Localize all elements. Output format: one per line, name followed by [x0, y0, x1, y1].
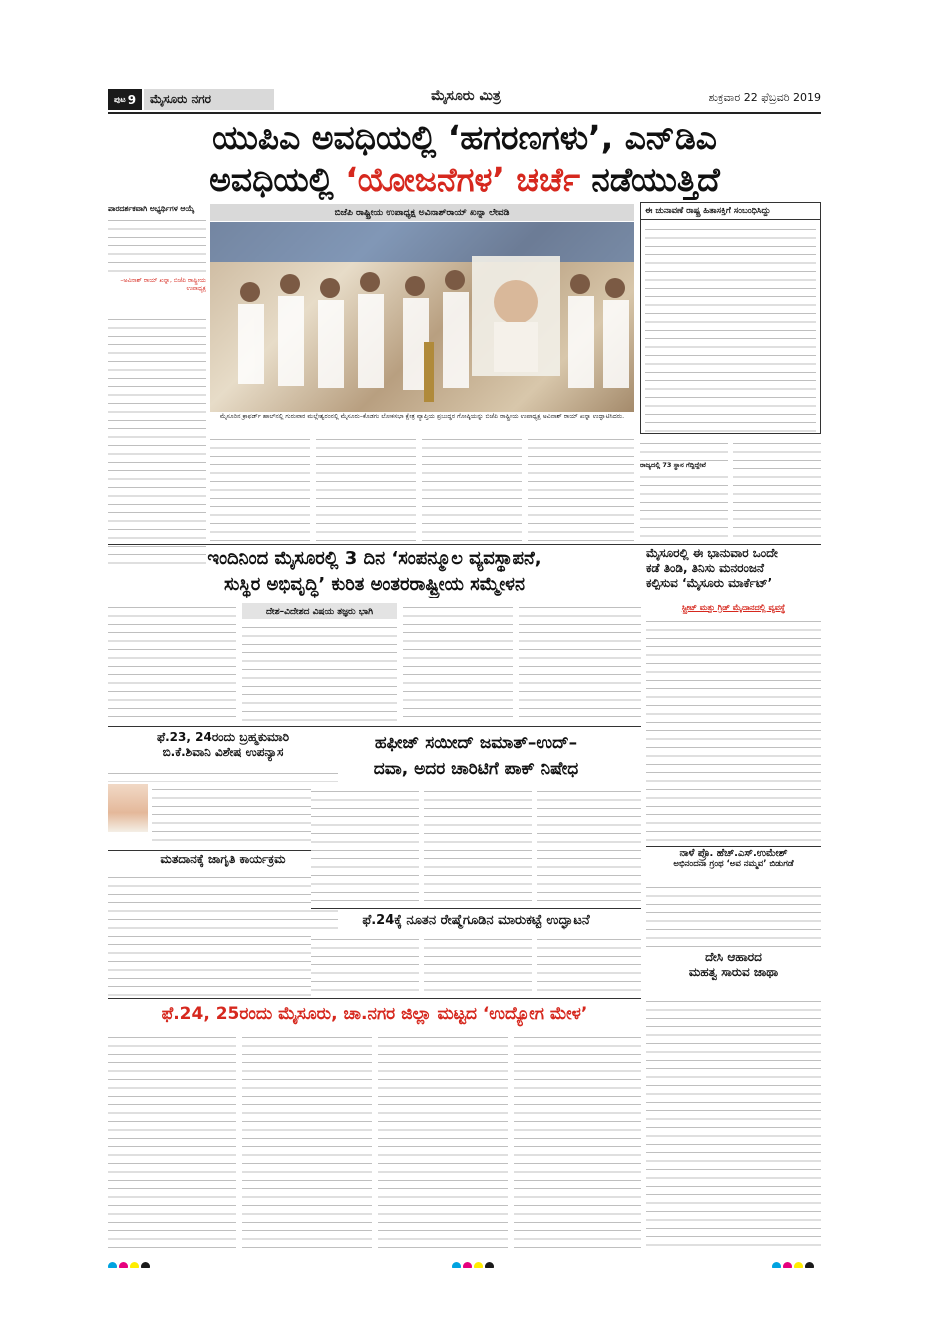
section-rule-1 [108, 544, 821, 545]
registration-marks-left [108, 1256, 168, 1268]
lead-headline-line2 [108, 158, 821, 202]
election-box-title: ಈ ಚುನಾವಣೆ ರಾಷ್ಟ್ರ ಹಿತಾಸಕ್ತಿಗೆ ಸಂಬಂಧಿಸಿದ್ದು [641, 203, 820, 220]
umesh-article-text [646, 882, 821, 950]
market-headline [646, 546, 821, 602]
lead-article-column-2 [210, 434, 310, 542]
election-box [640, 202, 821, 434]
market-article-text [646, 616, 821, 844]
market-headline-line2: ಕಡೆ ತಿಂಡಿ, ತಿನಿಸು ಮನರಂಜನೆ [646, 561, 765, 575]
lead-quote-box [108, 204, 206, 310]
section-rule-6 [108, 998, 641, 999]
brahmakumari-headline-line1: ಫೆ.23, 24ರಂದು ಬ್ರಹ್ಮಕುಮಾರಿ [156, 730, 290, 744]
lead-photo-caption: ಮೈಸೂರಿನ ಕ್ರಾಫರ್ಡ್ ಹಾಲ್‌ನಲ್ಲಿ ಗುರುವಾರ ಮಲ್ಲೇಶ್ವರಂನಲ್ಲಿ ಮೈಸೂರು–ಕೊಡಗು ಲೋಕಸಭಾ ಕ್ಷೇತ್ರ ವ್ಯಾಪ್ತಿಯ ಪ್ರಬುದ್ಧರ ಗೋಷ್ಠಿಯನ್ನು ಬಿಜೆಪಿ ರಾಷ್ಟ್ರೀಯ ಉಪಾಧ್ಯಕ್ಷ ಅವಿನಾಶ್ ರಾಯ್ ಖನ್ನಾ ಉದ್ಘಾಟಿಸಿದರು. [219, 413, 625, 420]
reshme-headline: ಫೆ.24ಕ್ಕೆ ನೂತನ ರೇಷ್ಮೆಗೂಡಿನ ಮಾರುಕಟ್ಟೆ ಉದ್ಘಾಟನೆ [362, 913, 590, 928]
hafiz-headline-line1: ಹಫೀಜ್ ಸಯೀದ್ ಜಮಾತ್–ಉದ್– [374, 733, 578, 753]
udyoga-article-column-2 [242, 1032, 372, 1252]
brahmakumari-headline [108, 730, 338, 766]
masthead: ಮೈಸೂರು ಮಿತ್ರ [431, 88, 501, 104]
cyan-dot [452, 1262, 461, 1268]
umesh-headline-line1: ನಾಳೆ ಪ್ರೊ. ಹೆಚ್.ಎಸ್.ಉಮೇಶ್ [679, 848, 788, 859]
market-headline-line3: ಕಲ್ಪಿಸುವ ‘ಮೈಸೂರು ಮಾರ್ಕೆಟ್’ [646, 576, 773, 590]
market-headline-line1: ಮೈಸೂರಲ್ಲಿ ಈ ಭಾನುವಾರ ಒಂದೇ [646, 546, 778, 560]
udyoga-article-column-1 [108, 1032, 236, 1252]
lead-article-column-1 [108, 314, 206, 564]
section-rule-4 [311, 908, 641, 909]
reshme-article-column-2 [424, 934, 532, 996]
lead-quote-text [108, 215, 206, 277]
conference-banner: ದೇಶ–ವಿದೇಶದ ವಿಷಯ ತಜ್ಞರು ಭಾಗಿ [242, 603, 397, 619]
market-kicker: ಸ್ಟ್ರೀಟ್ ಮತ್ತು ಗ್ರಿಡ್ ಮೈದಾನದಲ್ಲಿ ವ್ಯವಸ್ಥೆ [681, 603, 786, 612]
yellow-dot [794, 1262, 803, 1268]
election-article-column-2 [733, 438, 821, 542]
lead-photo-banner: ಬಿಜೆಪಿ ರಾಷ್ಟ್ರೀಯ ಉಪಾಧ್ಯಕ್ಷ ಅವಿನಾಶ್‌ರಾಯ್ ಖನ್ನಾ ಲೇವಡಿ [210, 204, 634, 221]
hafiz-article-column-1 [311, 786, 419, 906]
desi-headline [646, 950, 821, 994]
election-subhead: ರಾಜ್ಯದಲ್ಲಿ 73 ಸ್ಥಾನ ಗೆದ್ದಿದ್ದೇವೆ [640, 461, 728, 472]
page-label: ಪುಟ [113, 94, 126, 104]
conference-headline-line2: ಸುಸ್ಥಿರ ಅಭಿವೃದ್ಧಿ’ ಕುರಿತ ಅಂತರರಾಷ್ಟ್ರೀಯ ಸಮ್ಮೇಳನ [224, 574, 525, 595]
umesh-headline-line2: ಅಭಿನಂದನಾ ಗ್ರಂಥ ‘ಅವ ನಮ್ಮವ’ ಬಿಡುಗಡೆ [673, 859, 794, 869]
black-dot [141, 1262, 150, 1268]
udyoga-article-column-3 [378, 1032, 508, 1252]
conference-article-column-3 [403, 602, 513, 722]
conference-article-column-2 [242, 622, 397, 722]
lead-headline-line2-start: ಅವಧಿಯಲ್ಲಿ [209, 160, 346, 199]
cyan-dot [108, 1262, 117, 1268]
desi-headline-line2: ಮಹತ್ವ ಸಾರುವ ಜಾಥಾ [688, 965, 779, 979]
section-rule-5 [646, 846, 821, 847]
section-rule-3 [108, 850, 338, 851]
cyan-dot [772, 1262, 781, 1268]
lead-headline-line1: ಯುಪಿಎ ಅವಧಿಯಲ್ಲಿ ‘ಹಗರಣಗಳು’, ಎನ್‌ಡಿಎ [212, 118, 717, 157]
lead-event-photo [210, 222, 634, 412]
yellow-dot [474, 1262, 483, 1268]
magenta-dot [119, 1262, 128, 1268]
awareness-article-text [108, 872, 338, 996]
lead-article-column-4 [422, 434, 522, 542]
black-dot [805, 1262, 814, 1268]
black-dot [485, 1262, 494, 1268]
awareness-headline: ಮತದಾನಕ್ಕೆ ಜಾಗೃತಿ ಕಾರ್ಯಕ್ರಮ [160, 852, 286, 866]
hafiz-article-column-3 [537, 786, 641, 906]
magenta-dot [783, 1262, 792, 1268]
hafiz-headline-line2: ದವಾ, ಅದರ ಚಾರಿಟಿಗೆ ಪಾಕ್ ನಿಷೇಧ [373, 759, 579, 779]
shivani-portrait [108, 784, 148, 832]
dateline: ಶುಕ್ರವಾರ 22 ಫೆಬ್ರವರಿ 2019 [708, 91, 821, 104]
lead-article-column-3 [316, 434, 416, 542]
lead-article-column-5 [528, 434, 634, 542]
lead-headline-line2-end: ನಡೆಯುತ್ತಿದೆ [579, 160, 720, 199]
hafiz-article-column-2 [424, 786, 532, 906]
hafiz-headline [311, 730, 641, 782]
conference-article-column-1 [108, 602, 236, 722]
reshme-article-column-3 [537, 934, 641, 996]
election-box-text [645, 224, 816, 434]
magenta-dot [463, 1262, 472, 1268]
lead-quote-kicker: ಪಾರದರ್ಶಕವಾಗಿ ಅಭ್ಯರ್ಥಿಗಳ ಆಯ್ಕೆ [108, 204, 195, 213]
yellow-dot [130, 1262, 139, 1268]
reshme-article-column-1 [311, 934, 419, 996]
registration-marks-center [452, 1256, 512, 1268]
udyoga-headline: ಫೆ.24, 25ರಂದು ಮೈಸೂರು, ಚಾ.ನಗರ ಜಿಲ್ಲಾ ಮಟ್ಟದ ‘ಉದ್ಯೋಗ ಮೇಳ’ [161, 1004, 588, 1024]
lead-quote-attribution: –ಅವಿನಾಶ್ ರಾಯ್ ಖನ್ನಾ, ಬಿಜೆಪಿ ರಾಷ್ಟ್ರೀಯ ಉಪಾಧ್ಯಕ್ಷ [120, 277, 206, 292]
photo-illustration [210, 222, 634, 412]
umesh-headline [646, 848, 821, 880]
desi-article-text [646, 996, 821, 1252]
page-number-badge [108, 89, 142, 110]
brahmakumari-headline-line2: ಬಿ.ಕೆ.ಶಿವಾನಿ ವಿಶೇಷ ಉಪನ್ಯಾಸ [162, 745, 284, 759]
page-number: 9 [127, 92, 137, 107]
lead-headline-highlight: ‘ಯೋಜನೆಗಳ’ ಚರ್ಚೆ [345, 160, 580, 199]
section-name: ಮೈಸೂರು ನಗರ [144, 89, 274, 110]
header-rule [108, 112, 821, 114]
udyoga-article-column-4 [514, 1032, 641, 1252]
section-rule-2 [108, 726, 641, 727]
desi-headline-line1: ದೇಸಿ ಆಹಾರದ [705, 950, 762, 964]
registration-marks-right [772, 1256, 832, 1268]
brahmakumari-intro [108, 768, 338, 782]
conference-headline-line1: ಇಂದಿನಿಂದ ಮೈಸೂರಲ್ಲಿ 3 ದಿನ ‘ಸಂಪನ್ಮೂಲ ವ್ಯವಸ್ಥಾಪನೆ, [207, 548, 542, 569]
conference-article-column-4 [519, 602, 641, 722]
header-bar [108, 88, 821, 112]
election-article-column-1 [640, 438, 728, 542]
